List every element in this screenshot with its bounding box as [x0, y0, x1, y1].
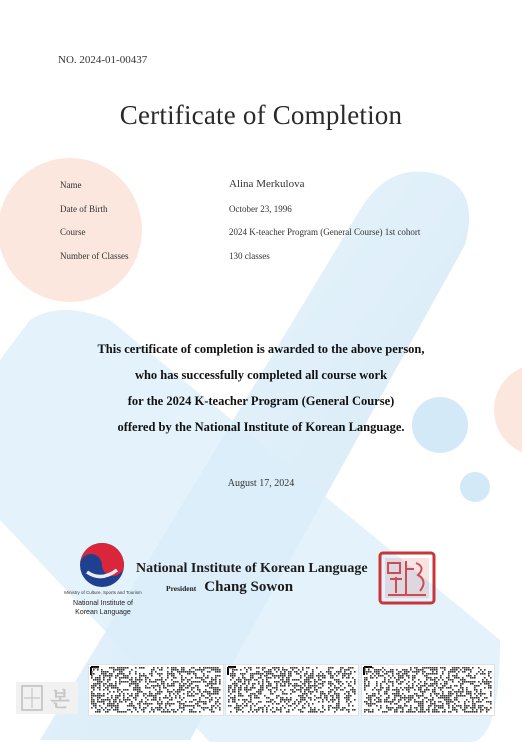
verification-code-1	[88, 664, 224, 716]
course-name: 2024 K-teacher Program (General Course) 1st cohort	[229, 227, 421, 237]
certificate-number: NO. 2024-01-00437	[58, 54, 148, 66]
info-row-name	[60, 178, 500, 202]
barcode-pattern-2	[226, 665, 358, 715]
barcode-pattern-1	[89, 665, 223, 715]
signer-title: President	[166, 584, 197, 593]
issuing-organization: National Institute of Korean Language	[136, 561, 368, 576]
number-of-classes: 130 classes	[229, 250, 270, 261]
barcode-pattern-3	[362, 665, 494, 715]
statement-line: who has successfully completed all course work	[134, 368, 388, 382]
info-label: Date of Birth	[60, 203, 108, 214]
signer-name: Chang Sowon	[204, 579, 294, 595]
date-of-birth: October 23, 1996	[229, 203, 292, 214]
institute-name-small: National Institute of Korean Language	[73, 600, 133, 616]
statement-line: for the 2024 K-teacher Program (General Course)	[127, 394, 395, 408]
copy-mark-stamp	[16, 682, 78, 714]
info-row-course	[60, 225, 500, 249]
info-label: Course	[60, 227, 86, 237]
info-row-dob	[60, 202, 500, 226]
official-seal-stamp	[378, 551, 436, 605]
certificate-title: Certificate of Completion	[119, 100, 403, 130]
verification-code-2	[225, 664, 359, 716]
signatory	[166, 578, 293, 596]
issue-date: August 17, 2024	[227, 478, 295, 489]
recipient-name: Alina Merkulova	[229, 178, 305, 190]
recipient-info	[60, 178, 500, 272]
statement-line: offered by the National Institute of Korean Language.	[117, 420, 405, 434]
verification-code-3	[361, 664, 495, 716]
ministry-name: Ministry of Culture, Sports and Tourism	[64, 590, 142, 595]
award-statement	[0, 336, 522, 440]
statement-line: This certificate of completion is awarded to the above person,	[97, 342, 425, 356]
taegeuk-emblem-icon	[79, 542, 125, 588]
info-label: Number of Classes	[60, 250, 129, 261]
info-row-classes	[60, 249, 500, 273]
info-label: Name	[60, 180, 82, 190]
copy-mark-text: 본	[50, 687, 70, 711]
